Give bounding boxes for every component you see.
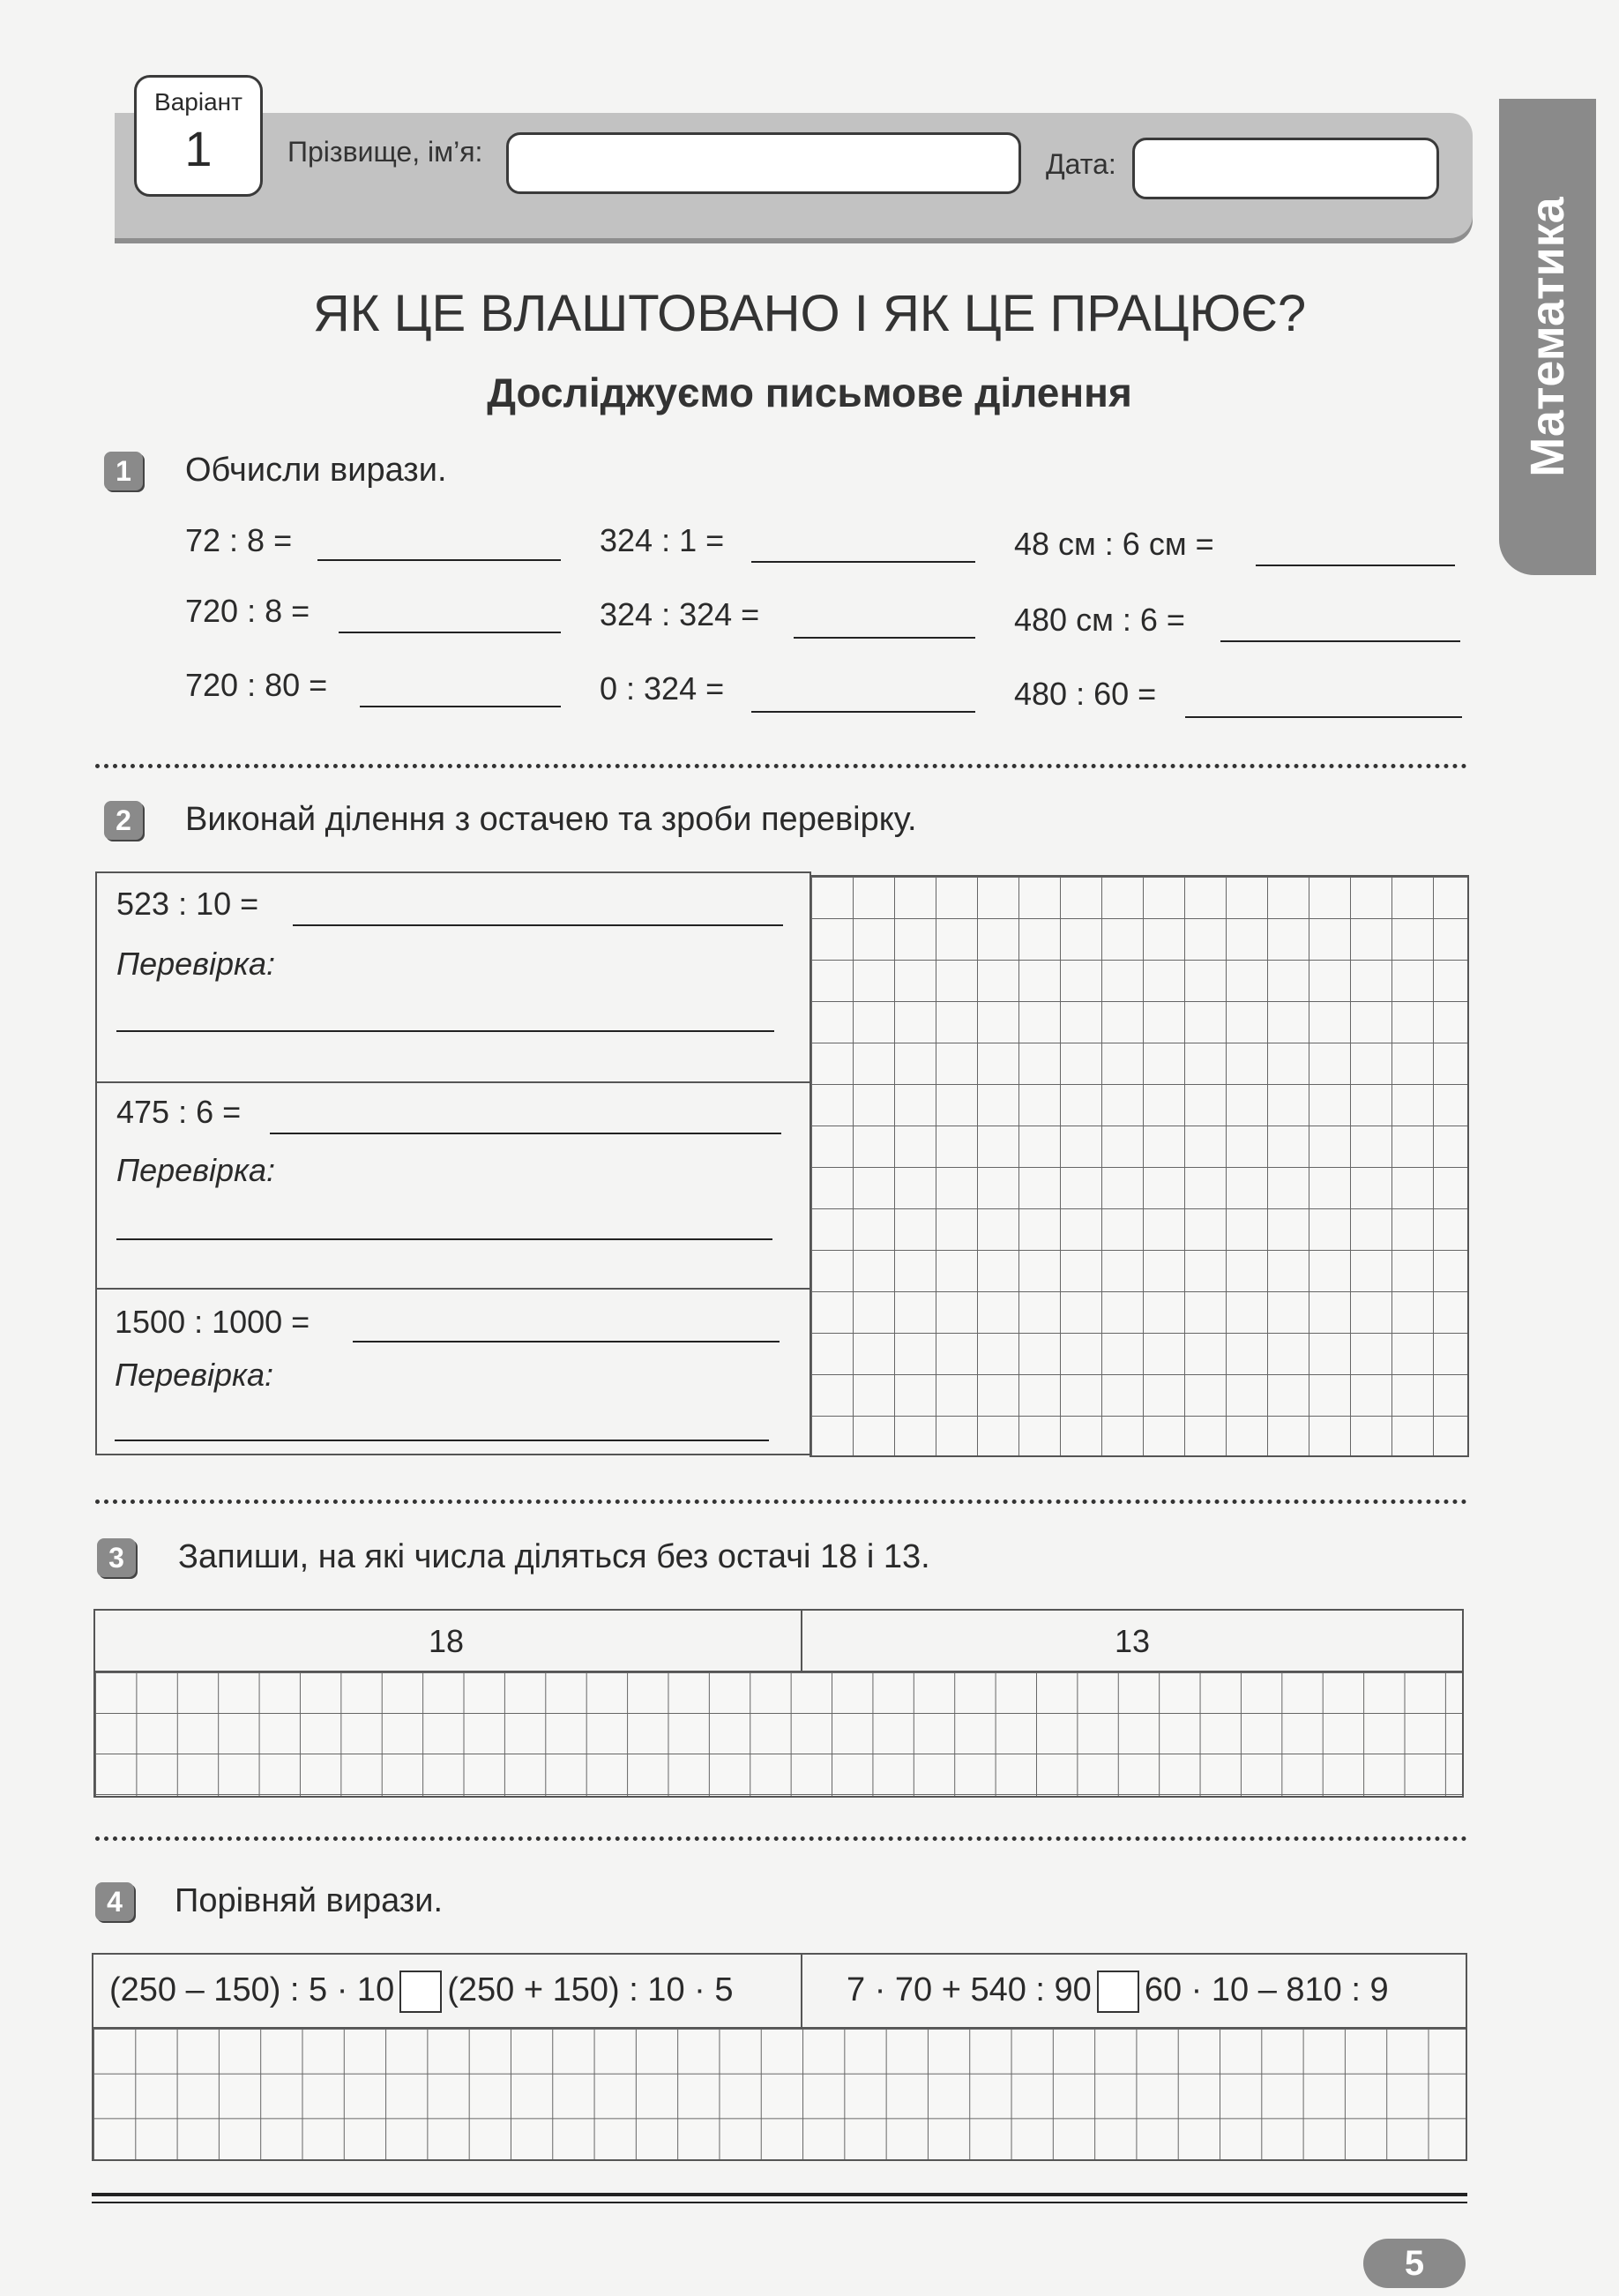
division-expr-1: 523 : 10 = <box>116 886 259 922</box>
expr-8: 0 : 324 = <box>600 670 725 707</box>
check-line-2[interactable] <box>116 1238 772 1240</box>
column-header-13: 13 <box>1115 1623 1151 1659</box>
check-label-1: Перевірка: <box>116 946 275 982</box>
task-1-text: Обчисли вирази. <box>185 452 447 489</box>
task-3-text: Запиши, на які числа діляться без остачі 18 і 13. <box>178 1538 930 1575</box>
task-4-badge: 4 <box>95 1882 134 1921</box>
expr-9: 480 : 60 = <box>1014 676 1157 712</box>
answer-line-4[interactable] <box>339 632 561 633</box>
check-line-3[interactable] <box>115 1440 769 1441</box>
page-number: 5 <box>1363 2239 1466 2288</box>
compare-left <box>109 1971 733 2013</box>
subject-label: Математика <box>1521 197 1574 477</box>
answer-line-1[interactable] <box>317 559 561 561</box>
task-4-text: Порівняй вирази. <box>175 1882 444 1919</box>
expr-4: 720 : 8 = <box>185 593 310 629</box>
expr-5: 324 : 324 = <box>600 596 760 632</box>
task-3-grid[interactable] <box>93 1671 1464 1798</box>
column-header-18: 18 <box>429 1623 465 1659</box>
task-3-column-divider <box>801 1609 802 1671</box>
compare-right-a: 7 · 70 + 540 : 90 <box>847 1971 1092 2009</box>
name-field[interactable] <box>506 132 1021 194</box>
answer-line-9[interactable] <box>1185 716 1462 718</box>
answer-line-3[interactable] <box>1256 565 1455 566</box>
compare-right-b: 60 · 10 – 810 : 9 <box>1144 1971 1389 2009</box>
expr-3: 48 см : 6 см = <box>1014 526 1214 562</box>
task-2-divider-2 <box>95 1288 811 1290</box>
answer-line-2[interactable] <box>751 561 975 563</box>
date-label: Дата: <box>1046 148 1116 180</box>
name-label: Прізвище, ім’я: <box>287 136 483 168</box>
expr-6: 480 см : 6 = <box>1014 602 1185 638</box>
variant-box <box>134 75 263 197</box>
footer-rule-thin <box>92 2202 1467 2203</box>
division-answer-1[interactable] <box>293 924 783 926</box>
page-title: ЯК ЦЕ ВЛАШТОВАНО І ЯК ЦЕ ПРАЦЮЄ? <box>312 285 1307 342</box>
division-answer-2[interactable] <box>270 1133 781 1134</box>
task-1-badge: 1 <box>104 452 143 490</box>
answer-line-6[interactable] <box>1220 640 1460 642</box>
check-line-1[interactable] <box>116 1030 774 1032</box>
answer-line-5[interactable] <box>794 637 975 639</box>
date-field[interactable] <box>1132 138 1439 199</box>
separator-3 <box>95 1836 1467 1841</box>
task-2-divider-1 <box>95 1081 811 1083</box>
compare-box-right[interactable] <box>1097 1971 1139 2013</box>
compare-box-left[interactable] <box>399 1971 442 2013</box>
variant-number: 1 <box>184 121 213 176</box>
task-2-grid[interactable] <box>810 875 1469 1457</box>
page-subtitle: Досліджуємо письмове ділення <box>487 370 1132 415</box>
division-expr-2: 475 : 6 = <box>116 1094 242 1130</box>
task-4-grid[interactable] <box>92 2027 1467 2161</box>
compare-right <box>847 1971 1389 2013</box>
expr-7: 720 : 80 = <box>185 667 328 703</box>
answer-line-8[interactable] <box>751 711 975 713</box>
compare-left-b: (250 + 150) : 10 · 5 <box>447 1971 734 2009</box>
expr-2: 324 : 1 = <box>600 522 725 558</box>
variant-label: Варіант <box>154 88 242 116</box>
task-4-column-divider <box>801 1953 802 2027</box>
separator-1 <box>95 764 1467 768</box>
compare-left-a: (250 – 150) : 5 · 10 <box>109 1971 395 2009</box>
expr-1: 72 : 8 = <box>185 522 293 558</box>
footer-rule-thick <box>92 2193 1467 2196</box>
task-2-text: Виконай ділення з остачею та зроби перевірку. <box>185 801 917 838</box>
task-2-badge: 2 <box>104 801 143 840</box>
check-label-3: Перевірка: <box>115 1357 273 1393</box>
answer-line-7[interactable] <box>360 706 561 707</box>
task-3-badge: 3 <box>97 1538 136 1577</box>
separator-2 <box>95 1500 1467 1504</box>
division-answer-3[interactable] <box>353 1341 780 1342</box>
check-label-2: Перевірка: <box>116 1152 275 1188</box>
division-expr-3: 1500 : 1000 = <box>115 1304 310 1340</box>
